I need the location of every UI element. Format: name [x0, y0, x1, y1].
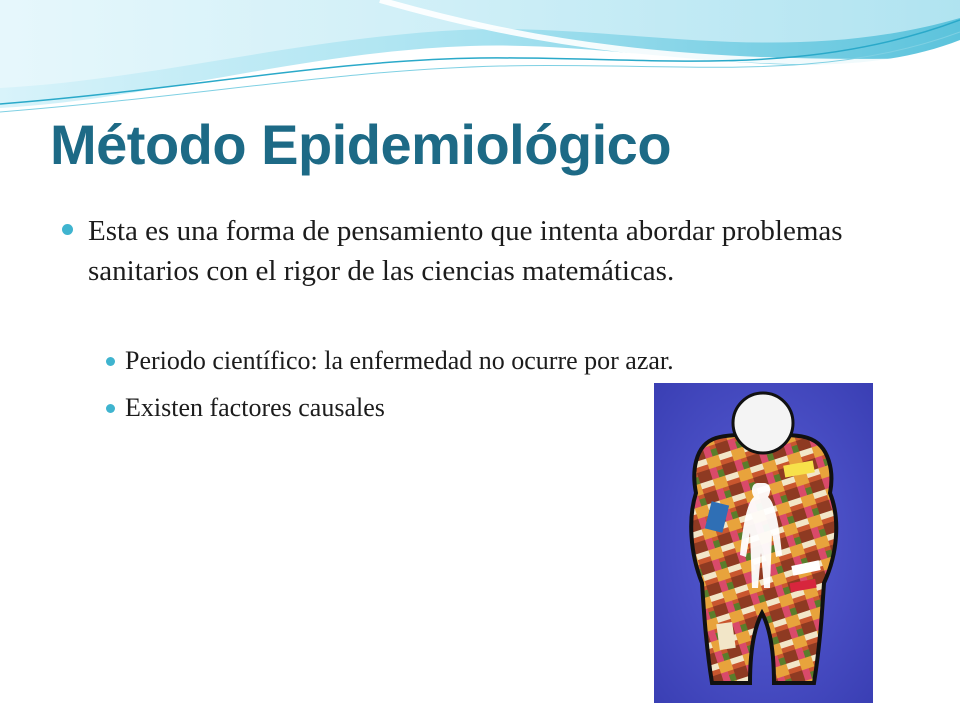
sub-bullet-dot-icon	[106, 357, 115, 366]
header-wave-decoration	[0, 0, 960, 120]
body-collage-image	[654, 383, 873, 703]
slide-title: Método Epidemiológico	[50, 113, 672, 176]
sub-bullet-text: Periodo científico: la enfermedad no ocurre por azar.	[125, 346, 674, 375]
sub-bullet-text: Existen factores causales	[125, 393, 385, 422]
bullet-dot-icon	[62, 224, 73, 235]
sub-bullet-dot-icon	[106, 404, 115, 413]
bullet-text: Esta es una forma de pensamiento que intenta abordar problemas sanitarios con el rigor de las ciencias matemáticas.	[88, 215, 843, 287]
